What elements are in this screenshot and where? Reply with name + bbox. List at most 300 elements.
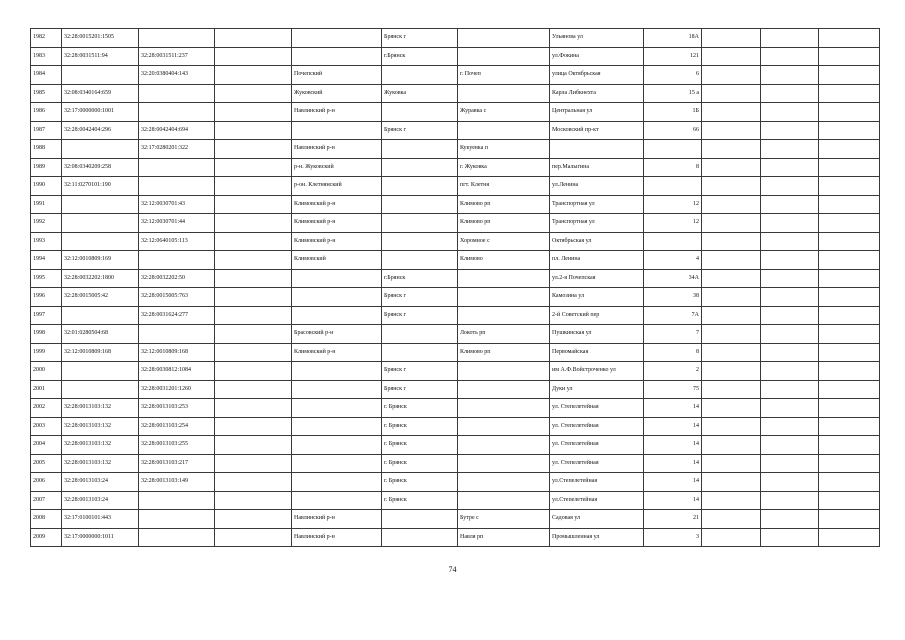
district-cell: [292, 473, 382, 492]
locality-cell: [458, 491, 550, 510]
cadastral-number-cell: 32:17:0000000:1011: [62, 528, 139, 547]
district-cell: Жуковский: [292, 84, 382, 103]
street-cell: ул.Фокина: [550, 47, 644, 66]
cadastral-number-cell: 32:28:0015201:1505: [62, 29, 139, 48]
building-cadastral-number-cell: [139, 84, 215, 103]
empty-cell: [819, 491, 880, 510]
district-cell: [292, 380, 382, 399]
locality-cell: Климово рп: [458, 214, 550, 233]
building-cadastral-number-cell: 32:28:0031511:237: [139, 47, 215, 66]
empty-cell: [702, 306, 761, 325]
street-cell: Транспортная ул: [550, 214, 644, 233]
locality-cell: г. Почеп: [458, 66, 550, 85]
cadastral-number-cell: 32:17:0100101:443: [62, 510, 139, 529]
empty-cell: [761, 417, 819, 436]
street-cell: Московский пр-кт: [550, 121, 644, 140]
empty-cell: [819, 325, 880, 344]
empty-cell: [702, 343, 761, 362]
empty-cell: [819, 29, 880, 48]
district-cell: [292, 121, 382, 140]
empty-cell: [215, 214, 292, 233]
empty-cell: [215, 103, 292, 122]
empty-cell: [215, 306, 292, 325]
city-cell: Брянск г: [382, 306, 458, 325]
table-row: [31, 436, 880, 455]
house-number-cell: 14: [644, 454, 702, 473]
empty-cell: [761, 306, 819, 325]
empty-cell: [819, 288, 880, 307]
row-number-cell: 1988: [31, 140, 62, 159]
row-number-cell: 2003: [31, 417, 62, 436]
cadastral-number-cell: [62, 306, 139, 325]
empty-cell: [761, 454, 819, 473]
empty-cell: [702, 288, 761, 307]
empty-cell: [819, 103, 880, 122]
empty-cell: [702, 325, 761, 344]
empty-cell: [215, 380, 292, 399]
empty-cell: [761, 325, 819, 344]
street-cell: ул. Степелетейная: [550, 417, 644, 436]
street-cell: ул.Степелетейная: [550, 473, 644, 492]
empty-cell: [819, 436, 880, 455]
house-number-cell: 18А: [644, 29, 702, 48]
locality-cell: [458, 454, 550, 473]
city-cell: г. Брянск: [382, 399, 458, 418]
row-number-cell: 2008: [31, 510, 62, 529]
empty-cell: [215, 528, 292, 547]
district-cell: Климовский: [292, 251, 382, 270]
building-cadastral-number-cell: 32:28:0015005:763: [139, 288, 215, 307]
district-cell: [292, 29, 382, 48]
empty-cell: [215, 325, 292, 344]
empty-cell: [702, 417, 761, 436]
city-cell: [382, 195, 458, 214]
district-cell: Брасовский р-н: [292, 325, 382, 344]
building-cadastral-number-cell: [139, 29, 215, 48]
table-row: [31, 177, 880, 196]
empty-cell: [761, 103, 819, 122]
empty-cell: [819, 140, 880, 159]
house-number-cell: [644, 140, 702, 159]
empty-cell: [761, 528, 819, 547]
empty-cell: [761, 121, 819, 140]
empty-cell: [215, 510, 292, 529]
locality-cell: Бутре с: [458, 510, 550, 529]
street-cell: улица Октябрьская: [550, 66, 644, 85]
table-row: [31, 399, 880, 418]
street-cell: Промышленная ул: [550, 528, 644, 547]
empty-cell: [215, 417, 292, 436]
street-cell: Дуки ул: [550, 380, 644, 399]
house-number-cell: 121: [644, 47, 702, 66]
locality-cell: [458, 47, 550, 66]
building-cadastral-number-cell: 32:12:0010809:168: [139, 343, 215, 362]
table-row: [31, 417, 880, 436]
empty-cell: [702, 29, 761, 48]
row-number-cell: 1984: [31, 66, 62, 85]
empty-cell: [215, 47, 292, 66]
house-number-cell: 66: [644, 121, 702, 140]
building-cadastral-number-cell: 32:28:0013103:254: [139, 417, 215, 436]
empty-cell: [819, 399, 880, 418]
empty-cell: [819, 454, 880, 473]
table-row: [31, 29, 880, 48]
empty-cell: [702, 103, 761, 122]
row-number-cell: 1994: [31, 251, 62, 270]
city-cell: г.Брянск: [382, 269, 458, 288]
locality-cell: [458, 362, 550, 381]
empty-cell: [702, 214, 761, 233]
empty-cell: [761, 473, 819, 492]
house-number-cell: 2: [644, 362, 702, 381]
district-cell: [292, 417, 382, 436]
district-cell: [292, 47, 382, 66]
cadastral-number-cell: 32:28:0013103:24: [62, 491, 139, 510]
house-number-cell: 12: [644, 214, 702, 233]
district-cell: [292, 399, 382, 418]
table-row: [31, 380, 880, 399]
house-number-cell: 8: [644, 343, 702, 362]
cadastral-number-cell: [62, 232, 139, 251]
house-number-cell: 75: [644, 380, 702, 399]
locality-cell: Навля рп: [458, 528, 550, 547]
city-cell: г. Брянск: [382, 417, 458, 436]
empty-cell: [819, 195, 880, 214]
city-cell: [382, 528, 458, 547]
house-number-cell: 7: [644, 325, 702, 344]
table-row: [31, 121, 880, 140]
locality-cell: [458, 399, 550, 418]
table-row: [31, 491, 880, 510]
empty-cell: [215, 362, 292, 381]
city-cell: Брянск г: [382, 380, 458, 399]
table-row: [31, 140, 880, 159]
city-cell: [382, 140, 458, 159]
empty-cell: [761, 380, 819, 399]
table-row: [31, 214, 880, 233]
street-cell: Центральная ул: [550, 103, 644, 122]
empty-cell: [761, 251, 819, 270]
empty-cell: [819, 232, 880, 251]
table-row: [31, 343, 880, 362]
empty-cell: [819, 84, 880, 103]
district-cell: [292, 436, 382, 455]
street-cell: Октябрьская ул: [550, 232, 644, 251]
empty-cell: [761, 29, 819, 48]
street-cell: Камозина ул: [550, 288, 644, 307]
building-cadastral-number-cell: 32:17:0280201:322: [139, 140, 215, 159]
row-number-cell: 1989: [31, 158, 62, 177]
house-number-cell: 8: [644, 158, 702, 177]
row-number-cell: 1986: [31, 103, 62, 122]
district-cell: [292, 491, 382, 510]
table-row: [31, 325, 880, 344]
row-number-cell: 1990: [31, 177, 62, 196]
empty-cell: [819, 251, 880, 270]
row-number-cell: 2009: [31, 528, 62, 547]
building-cadastral-number-cell: [139, 158, 215, 177]
empty-cell: [215, 288, 292, 307]
table-row: [31, 306, 880, 325]
empty-cell: [761, 510, 819, 529]
row-number-cell: 1996: [31, 288, 62, 307]
building-cadastral-number-cell: 32:12:0640105:113: [139, 232, 215, 251]
row-number-cell: 2005: [31, 454, 62, 473]
city-cell: г. Брянск: [382, 454, 458, 473]
cadastral-number-cell: 32:08:0340209:258: [62, 158, 139, 177]
empty-cell: [702, 140, 761, 159]
table-row: [31, 288, 880, 307]
empty-cell: [761, 140, 819, 159]
empty-cell: [702, 158, 761, 177]
city-cell: Брянск г: [382, 288, 458, 307]
street-cell: [550, 140, 644, 159]
empty-cell: [215, 195, 292, 214]
empty-cell: [819, 528, 880, 547]
row-number-cell: 2006: [31, 473, 62, 492]
row-number-cell: 1991: [31, 195, 62, 214]
empty-cell: [215, 84, 292, 103]
row-number-cell: 1985: [31, 84, 62, 103]
building-cadastral-number-cell: 32:20:0380404:143: [139, 66, 215, 85]
house-number-cell: [644, 177, 702, 196]
city-cell: Брянск г: [382, 29, 458, 48]
building-cadastral-number-cell: 32:28:0013103:255: [139, 436, 215, 455]
empty-cell: [702, 510, 761, 529]
empty-cell: [819, 269, 880, 288]
cadastral-number-cell: 32:28:0013103:132: [62, 436, 139, 455]
locality-cell: пгт. Клетня: [458, 177, 550, 196]
row-number-cell: 1987: [31, 121, 62, 140]
cadastral-number-cell: 32:28:0013103:132: [62, 399, 139, 418]
building-cadastral-number-cell: [139, 325, 215, 344]
empty-cell: [819, 362, 880, 381]
street-cell: ул. Степелетейная: [550, 399, 644, 418]
empty-cell: [761, 399, 819, 418]
empty-cell: [215, 269, 292, 288]
city-cell: [382, 343, 458, 362]
street-cell: им А.Ф.Войстроченко ул: [550, 362, 644, 381]
city-cell: [382, 103, 458, 122]
district-cell: Климовский р-н: [292, 232, 382, 251]
building-cadastral-number-cell: 32:12:0030701:44: [139, 214, 215, 233]
cadastral-number-cell: 32:12:0010809:169: [62, 251, 139, 270]
empty-cell: [702, 454, 761, 473]
row-number-cell: 1982: [31, 29, 62, 48]
cadastral-number-cell: 32:28:0031511:94: [62, 47, 139, 66]
empty-cell: [215, 473, 292, 492]
empty-cell: [819, 214, 880, 233]
street-cell: Первомайская: [550, 343, 644, 362]
house-number-cell: 6: [644, 66, 702, 85]
district-cell: Навлинский р-н: [292, 510, 382, 529]
table-row: [31, 103, 880, 122]
street-cell: ул.Степелетейная: [550, 491, 644, 510]
house-number-cell: 7А: [644, 306, 702, 325]
empty-cell: [702, 195, 761, 214]
street-cell: ул.Ленина: [550, 177, 644, 196]
row-number-cell: 2002: [31, 399, 62, 418]
cadastral-number-cell: 32:28:0013103:132: [62, 454, 139, 473]
cadastral-number-cell: 32:12:0010809:168: [62, 343, 139, 362]
empty-cell: [819, 47, 880, 66]
street-cell: ул. Степелетейная: [550, 454, 644, 473]
cadastral-number-cell: [62, 140, 139, 159]
locality-cell: [458, 306, 550, 325]
cadastral-number-cell: 32:28:0042404:296: [62, 121, 139, 140]
empty-cell: [819, 473, 880, 492]
building-cadastral-number-cell: [139, 491, 215, 510]
house-number-cell: 38: [644, 288, 702, 307]
locality-cell: Климово рп: [458, 195, 550, 214]
row-number-cell: 2000: [31, 362, 62, 381]
house-number-cell: 34А: [644, 269, 702, 288]
house-number-cell: 14: [644, 399, 702, 418]
district-cell: [292, 306, 382, 325]
building-cadastral-number-cell: [139, 177, 215, 196]
street-cell: пл. Ленина: [550, 251, 644, 270]
cadastral-number-cell: 32:28:0013103:132: [62, 417, 139, 436]
row-number-cell: 1995: [31, 269, 62, 288]
empty-cell: [702, 528, 761, 547]
empty-cell: [215, 66, 292, 85]
empty-cell: [819, 306, 880, 325]
cadastral-number-cell: [62, 66, 139, 85]
building-cadastral-number-cell: 32:28:0031624:277: [139, 306, 215, 325]
locality-cell: [458, 380, 550, 399]
empty-cell: [761, 232, 819, 251]
building-cadastral-number-cell: 32:12:0030701:43: [139, 195, 215, 214]
locality-cell: Климово рп: [458, 343, 550, 362]
district-cell: Климовский р-н: [292, 195, 382, 214]
city-cell: г. Брянск: [382, 436, 458, 455]
district-cell: р-н. Жуковский: [292, 158, 382, 177]
empty-cell: [215, 454, 292, 473]
empty-cell: [761, 362, 819, 381]
row-number-cell: 2007: [31, 491, 62, 510]
building-cadastral-number-cell: 32:28:0031201:1260: [139, 380, 215, 399]
city-cell: г.Брянск: [382, 47, 458, 66]
city-cell: [382, 158, 458, 177]
building-cadastral-number-cell: [139, 103, 215, 122]
locality-cell: Климово: [458, 251, 550, 270]
district-cell: [292, 362, 382, 381]
cadastral-number-cell: 32:28:0013103:24: [62, 473, 139, 492]
empty-cell: [819, 177, 880, 196]
city-cell: Брянск г: [382, 362, 458, 381]
house-number-cell: [644, 232, 702, 251]
building-cadastral-number-cell: 32:28:0013103:217: [139, 454, 215, 473]
empty-cell: [761, 214, 819, 233]
empty-cell: [761, 84, 819, 103]
street-cell: 2-й Советский пер: [550, 306, 644, 325]
cadastral-number-cell: 32:28:0015005:42: [62, 288, 139, 307]
empty-cell: [215, 251, 292, 270]
district-cell: Навлинский р-н: [292, 528, 382, 547]
empty-cell: [702, 473, 761, 492]
empty-cell: [702, 177, 761, 196]
locality-cell: [458, 436, 550, 455]
empty-cell: [702, 121, 761, 140]
house-number-cell: 14: [644, 417, 702, 436]
locality-cell: [458, 417, 550, 436]
empty-cell: [761, 288, 819, 307]
empty-cell: [819, 158, 880, 177]
city-cell: [382, 66, 458, 85]
row-number-cell: 1983: [31, 47, 62, 66]
city-cell: г. Брянск: [382, 491, 458, 510]
cadastral-number-cell: 32:11:0270101:190: [62, 177, 139, 196]
house-number-cell: 1Б: [644, 103, 702, 122]
city-cell: Брянск г: [382, 121, 458, 140]
locality-cell: [458, 29, 550, 48]
table-row: [31, 47, 880, 66]
street-cell: Ульянова ул: [550, 29, 644, 48]
empty-cell: [761, 343, 819, 362]
city-cell: [382, 251, 458, 270]
empty-cell: [761, 47, 819, 66]
house-number-cell: 14: [644, 473, 702, 492]
building-cadastral-number-cell: 32:28:0013103:253: [139, 399, 215, 418]
empty-cell: [819, 66, 880, 85]
district-cell: Навлинский р-н: [292, 140, 382, 159]
empty-cell: [761, 177, 819, 196]
street-cell: ул. Степелетейная: [550, 436, 644, 455]
empty-cell: [215, 436, 292, 455]
city-cell: г. Брянск: [382, 473, 458, 492]
empty-cell: [761, 66, 819, 85]
district-cell: [292, 269, 382, 288]
building-cadastral-number-cell: [139, 528, 215, 547]
empty-cell: [819, 380, 880, 399]
cadastral-number-cell: [62, 362, 139, 381]
table-row: [31, 528, 880, 547]
empty-cell: [819, 121, 880, 140]
cadastral-number-cell: [62, 214, 139, 233]
street-cell: ул.2-я Почепская: [550, 269, 644, 288]
row-number-cell: 1999: [31, 343, 62, 362]
city-cell: [382, 214, 458, 233]
building-cadastral-number-cell: 32:28:0030812:1084: [139, 362, 215, 381]
cadastral-number-cell: [62, 195, 139, 214]
house-number-cell: 4: [644, 251, 702, 270]
empty-cell: [819, 510, 880, 529]
building-cadastral-number-cell: [139, 510, 215, 529]
locality-cell: Локоть рп: [458, 325, 550, 344]
empty-cell: [702, 232, 761, 251]
locality-cell: [458, 473, 550, 492]
empty-cell: [761, 436, 819, 455]
locality-cell: [458, 84, 550, 103]
empty-cell: [702, 269, 761, 288]
page-number: 74: [448, 565, 457, 574]
property-register-table: [30, 28, 880, 547]
empty-cell: [215, 29, 292, 48]
locality-cell: Хоромное с: [458, 232, 550, 251]
district-cell: Климовский р-н: [292, 214, 382, 233]
street-cell: пер.Малыгина: [550, 158, 644, 177]
empty-cell: [702, 66, 761, 85]
locality-cell: г. Жуковка: [458, 158, 550, 177]
cadastral-number-cell: 32:01:0280504:68: [62, 325, 139, 344]
empty-cell: [702, 251, 761, 270]
district-cell: Навлинский р-н: [292, 103, 382, 122]
house-number-cell: 14: [644, 436, 702, 455]
building-cadastral-number-cell: [139, 251, 215, 270]
empty-cell: [215, 158, 292, 177]
empty-cell: [702, 84, 761, 103]
row-number-cell: 1997: [31, 306, 62, 325]
